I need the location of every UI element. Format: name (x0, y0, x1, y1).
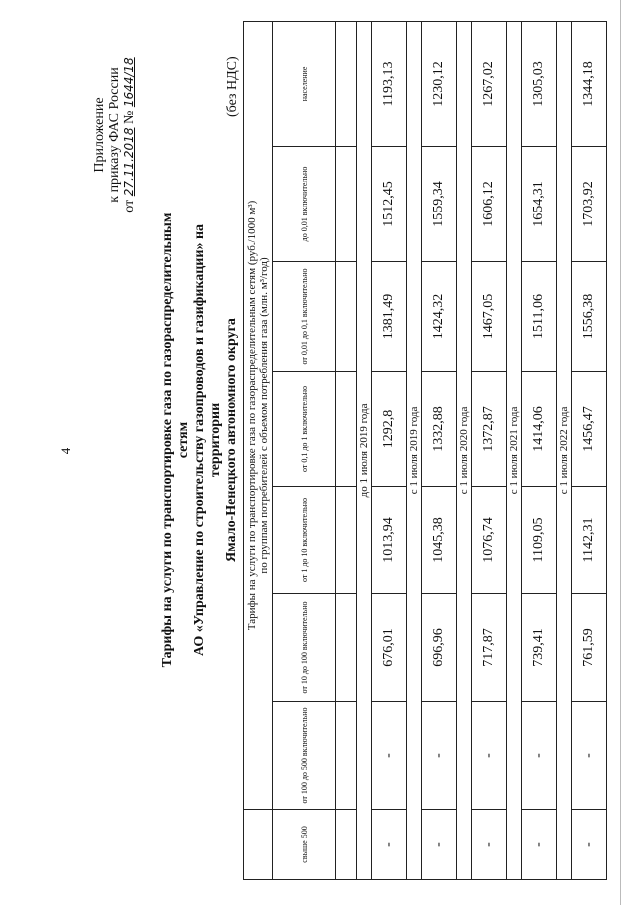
table-header (244, 21, 273, 809)
period-label: с 1 июля 2020 года (457, 21, 472, 879)
date-prefix: от (122, 199, 137, 213)
table-row (372, 21, 407, 879)
period-label: до 1 июля 2019 года (357, 21, 372, 879)
tariff-cell: 1654,31 (522, 147, 557, 262)
tariff-cell: 676,01 (372, 594, 407, 702)
period-row (557, 21, 572, 879)
tariff-cell: 1332,88 (422, 372, 457, 487)
appendix-order: к приказу ФАС России (107, 67, 122, 203)
tariff-cell: 1414,06 (522, 372, 557, 487)
period-row (357, 21, 372, 879)
tariff-cell: 1511,06 (522, 262, 557, 372)
table-row (422, 21, 457, 879)
tariff-cell: 1703,92 (572, 147, 607, 262)
table-header-line-1: Тарифы на услуги по транспортировке газа по газораспределительным сетям (руб./1000 м³) (246, 200, 258, 631)
tariff-cell: 1606,12 (472, 147, 507, 262)
period-row (457, 21, 472, 879)
tariff-cell: 1381,49 (372, 262, 407, 372)
period-label: с 1 июля 2021 года (507, 21, 522, 879)
page-edge-line (620, 0, 622, 905)
tariff-cell: - (572, 702, 607, 810)
title-line-2: АО «Управление по строительству газопроводов и газификации» на территории (192, 223, 223, 657)
group-header: от 0,01 до 0,1 включительно (273, 262, 336, 372)
table-header-row (244, 21, 273, 879)
group-header: население (273, 21, 336, 146)
title-line-3: Ямало-Ненецкого автономного округа (224, 318, 239, 562)
tariff-table (243, 21, 607, 880)
tariff-cell: 1193,13 (372, 21, 407, 146)
group-header: от 1 до 10 включительно (273, 487, 336, 594)
tariff-cell: 1559,34 (422, 147, 457, 262)
tariff-cell: - (372, 702, 407, 810)
tariff-cell: - (472, 810, 507, 880)
blank-row (336, 21, 357, 879)
vat-note: (без НДС) (225, 56, 240, 117)
tariff-cell: 1512,45 (372, 147, 407, 262)
table-header-blank (244, 810, 273, 880)
tariff-cell: 739,41 (522, 594, 557, 702)
tariff-cell: 1467,05 (472, 262, 507, 372)
tariff-cell: 1292,8 (372, 372, 407, 487)
group-header: от 100 до 500 включительно (273, 702, 336, 810)
group-header: от 0,1 до 1 включительно (273, 372, 336, 487)
table-row (472, 21, 507, 879)
tariff-cell: - (572, 810, 607, 880)
period-row (407, 21, 422, 879)
tariff-cell: 1013,94 (372, 487, 407, 594)
tariff-cell: 1230,12 (422, 21, 457, 146)
tariff-cell: - (472, 702, 507, 810)
tariff-cell: - (422, 702, 457, 810)
group-header: до 0,01 включительно (273, 147, 336, 262)
period-row (507, 21, 522, 879)
document-title (160, 205, 240, 675)
tariff-cell: 761,59 (572, 594, 607, 702)
period-label: с 1 июля 2019 года (407, 21, 422, 879)
tariff-cell: 1305,03 (522, 21, 557, 146)
tariff-cell: 1556,38 (572, 262, 607, 372)
tariff-cell: 1045,38 (422, 487, 457, 594)
tariff-cell: 1372,87 (472, 372, 507, 487)
table-row (522, 21, 557, 879)
tariff-cell: - (522, 810, 557, 880)
tariff-cell: 1424,32 (422, 262, 457, 372)
order-date: 27.11.2018 (122, 127, 136, 197)
tariff-cell: 1456,47 (572, 372, 607, 487)
tariff-cell: 1142,31 (572, 487, 607, 594)
tariff-cell: - (522, 702, 557, 810)
tariff-cell: - (372, 810, 407, 880)
period-label: с 1 июля 2022 года (557, 21, 572, 879)
appendix-block (92, 25, 137, 245)
appendix-date-line (122, 25, 137, 245)
tariff-cell: 717,87 (472, 594, 507, 702)
group-header: свыше 500 (273, 810, 336, 880)
tariff-cell: - (422, 810, 457, 880)
table-header-line-2: по группам потребителей с объемом потребления газа (млн. м³/год) (258, 257, 270, 574)
tariff-cell: 696,96 (422, 594, 457, 702)
order-number: 1644/18 (122, 57, 136, 108)
tariff-cell: 1109,05 (522, 487, 557, 594)
number-prefix: № (122, 110, 137, 125)
consumer-groups-row (273, 21, 336, 879)
table-row (572, 21, 607, 879)
tariff-cell: 1267,02 (472, 21, 507, 146)
tariff-cell: 1344,18 (572, 21, 607, 146)
title-line-1: Тарифы на услуги по транспортировке газа по газораспределительным сетям (160, 212, 191, 668)
appendix-title: Приложение (92, 97, 107, 173)
tariff-cell: 1076,74 (472, 487, 507, 594)
page-number: 4 (58, 447, 73, 455)
group-header: от 10 до 100 включительно (273, 594, 336, 702)
